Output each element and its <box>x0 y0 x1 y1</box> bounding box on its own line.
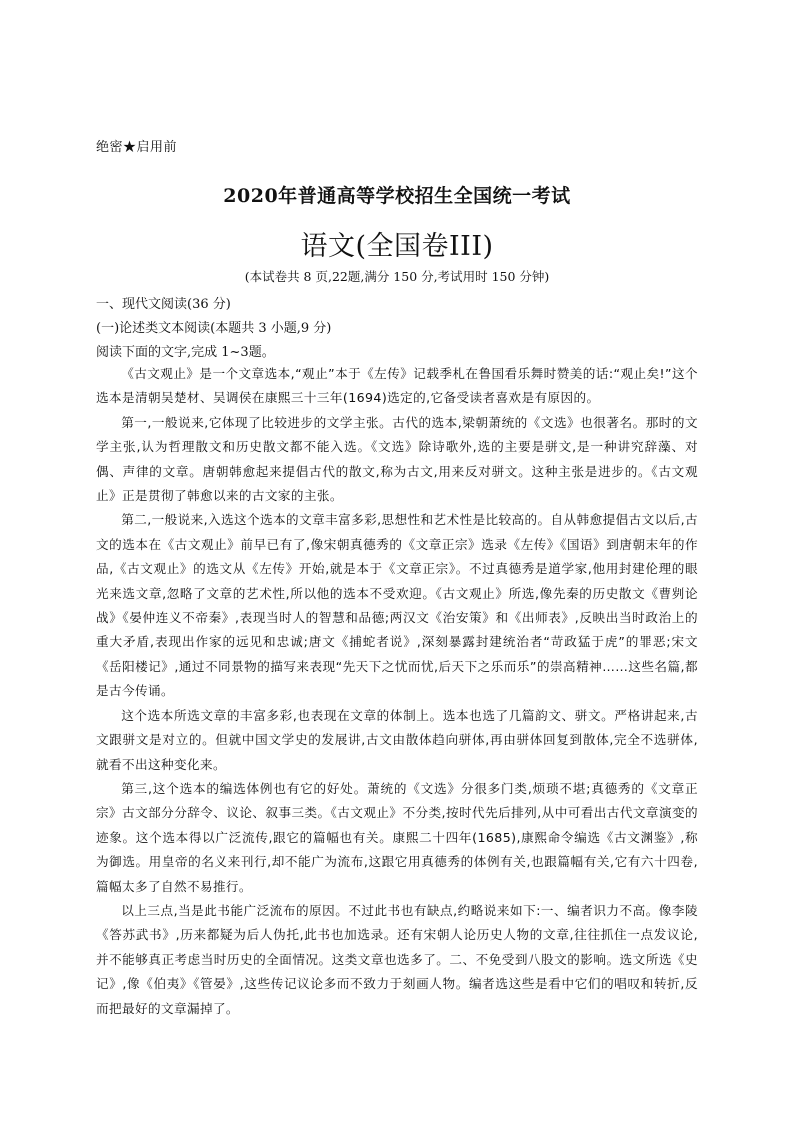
passage-paragraph: 第二,一般说来,入选这个选本的文章丰富多彩,思想性和艺术性是比较高的。自从韩愈提倡古文以后,古文的选本在《古文观止》前早已有了,像宋朝真德秀的《文章正宗》选录《左传》《国语》到唐朝末年的作品,《古文观止》的选文从《左传》开始,就是本于《文章正宗》。不过真德秀是道学家,他用封建伦理的眼光来选文章,忽略了文章的艺术性,所以他的选本不受欢迎。《古文观止》所选,像先秦的历史散文《曹刿论战》《晏仲连义不帝秦》,表现当时人的智慧和品德;两汉文《治安策》和《出师表》,反映出当时政治上的重大矛盾,表现出作家的远见和忠诚;唐文《捕蛇者说》,深刻暴露封建统治者“苛政猛于虎”的罪恶;宋文《岳阳楼记》,通过不同景物的描写来表现“先天下之忧而忧,后天下之乐而乐”的崇高精神……这些名篇,都是古今传诵。 <box>96 512 698 699</box>
passage-paragraph: 这个选本所选文章的丰富多彩,也表现在文章的体制上。选本也选了几篇韵文、骈文。严格讲起来,古文跟骈文是对立的。但就中国文学史的发展讲,古文由散体趋向骈体,再由骈体回复到散体,完全不选骈体,就看不出这种变化来。 <box>96 707 698 772</box>
exam-title: 2020年普通高等学校招生全国统一考试 <box>223 185 571 207</box>
reading-instruction: 阅读下面的文字,完成 1~3题。 <box>96 345 275 360</box>
section-heading: 一、现代文阅读(36 分) <box>96 297 231 312</box>
passage-paragraph: 《古文观止》是一个文章选本,“观止”本于《左传》记载季札在鲁国看乐舞时赞美的话:“观止矣!”这个选本是清朝吴楚材、吴调侯在康熙三十三年(1694)选定的,它备受读者喜欢是有原因的。 <box>96 366 698 406</box>
reading-passage <box>96 362 698 1021</box>
passage-paragraph: 第三,这个选本的编选体例也有它的好处。萧统的《文选》分很多门类,烦琐不堪;真德秀的《文章正宗》古文部分分辞令、议论、叙事三类。《古文观止》不分类,按时代先后排列,从中可看出古代文章演变的迹象。这个选本得以广泛流传,跟它的篇幅也有关。康熙二十四年(1685),康熙命令编选《古文渊鉴》,称为御选。用皇帝的名义来刊行,却不能广为流布,这跟它用真德秀的体例有关,也跟篇幅有关,它有六十四卷,篇幅太多了自然不易推行。 <box>96 780 698 894</box>
exam-info: (本试卷共 8 页,22题,满分 150 分,考试用时 150 分钟) <box>244 269 550 284</box>
passage-paragraph: 以上三点,当是此书能广泛流布的原因。不过此书也有缺点,约略说来如下:一、编者识力不高。像李陵《答苏武书》,历来都疑为后人伪托,此书也加选录。还有宋朝人论历史人物的文章,往往抓住一点发议论,并不能够真正考虑当时历史的全面情况。这类文章也选多了。二、不免受到八股文的影响。选文所选《史记》,像《伯夷》《管晏》,这些传记议论多而不致力于刻画人物。编者选这些是看中它们的唱叹和转折,反而把最好的文章漏掉了。 <box>96 902 698 1016</box>
subsection-heading: (一)论述类文本阅读(本题共 3 小题,9 分) <box>96 321 332 336</box>
subject-title: 语文(全国卷III) <box>300 231 494 262</box>
passage-paragraph: 第一,一般说来,它体现了比较进步的文学主张。古代的选本,梁朝萧统的《文选》也很著名。那时的文学主张,认为哲理散文和历史散文都不能入选。《文选》除诗歌外,选的主要是骈文,是一种讲究辞藻、对偶、声律的文章。唐朝韩愈起来提倡古代的散文,称为古文,用来反对骈文。这种主张是进步的。《古文观止》正是贯彻了韩愈以来的古文家的主张。 <box>96 414 698 504</box>
confidential-label: 绝密★启用前 <box>96 140 178 155</box>
